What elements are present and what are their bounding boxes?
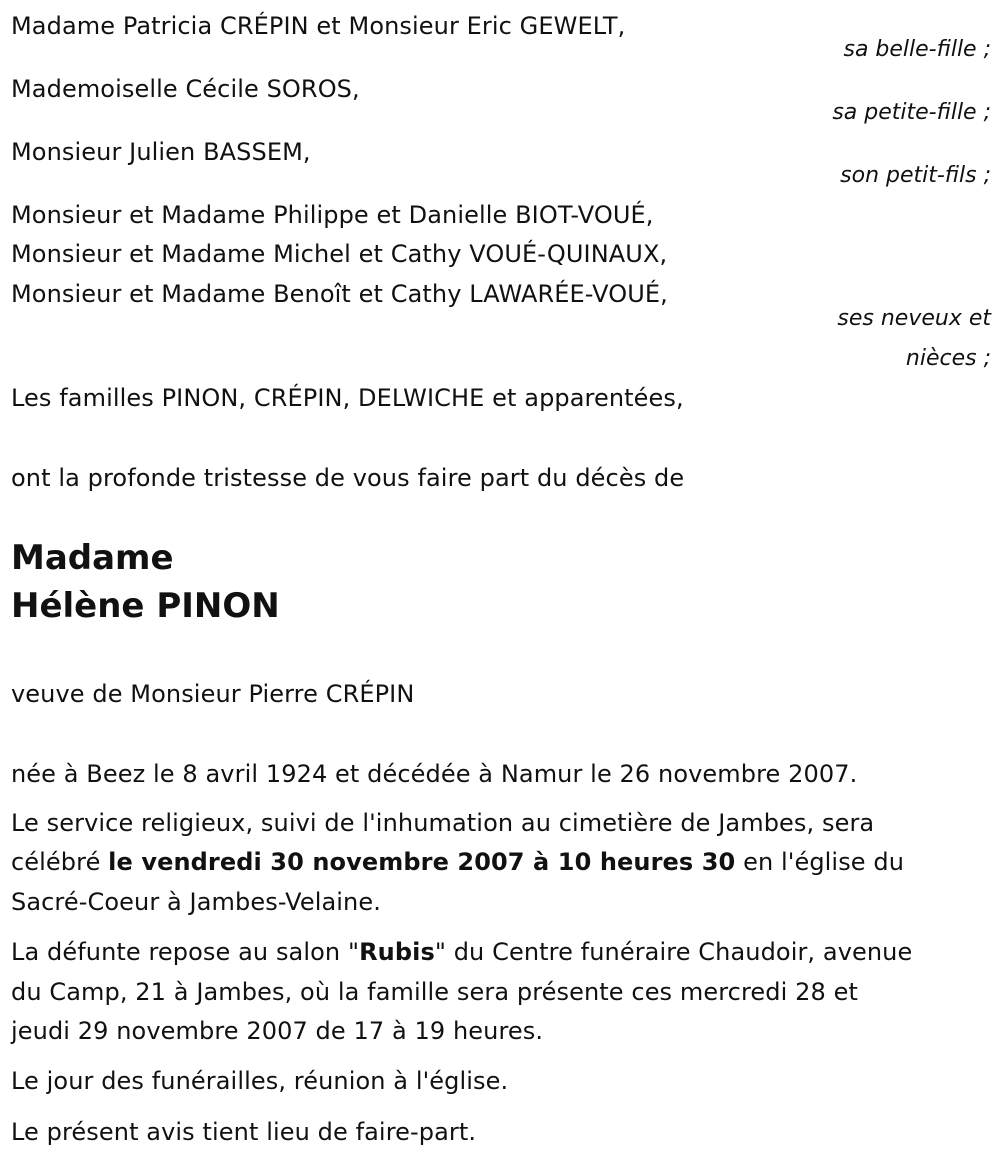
funeral-day-text: Le jour des funérailles, réunion à l'église. [11, 1067, 509, 1095]
family-member-line: Monsieur Julien BASSEM, [11, 138, 311, 166]
service-text-segment: célébré [11, 848, 109, 876]
families-line: Les familles PINON, CRÉPIN, DELWICHE et apparentées, [11, 384, 684, 412]
deceased-title: Madame [11, 538, 174, 578]
family-member-line: Madame Patricia CRÉPIN et Monsieur Eric GEWELT, [11, 12, 626, 40]
rest-text-line [11, 937, 912, 967]
rest-text-segment: La défunte repose au salon " [11, 938, 360, 966]
service-text-segment: en l'église du [735, 848, 905, 876]
deceased-name: Hélène PINON [11, 586, 280, 626]
rest-text-segment: " du Centre funéraire Chaudoir, avenue [434, 938, 913, 966]
family-relation: nièces ; [905, 346, 991, 371]
rest-text-line: du Camp, 21 à Jambes, où la famille sera présente ces mercredi 28 et [11, 978, 858, 1006]
service-text-line [11, 847, 904, 877]
service-date-time: le vendredi 30 novembre 2007 à 10 heures 30 [108, 848, 736, 876]
family-relation: son petit-fils ; [840, 163, 991, 188]
salon-name: Rubis [359, 938, 435, 966]
rest-text-line: jeudi 29 novembre 2007 de 17 à 19 heures. [11, 1017, 544, 1045]
family-relation: sa belle-fille ; [843, 37, 991, 62]
birth-death-text: née à Beez le 8 avril 1924 et décédée à Namur le 26 novembre 2007. [11, 760, 858, 788]
service-text-line: Le service religieux, suivi de l'inhumation au cimetière de Jambes, sera [11, 809, 875, 837]
announcement-text: ont la profonde tristesse de vous faire part du décès de [11, 464, 685, 492]
family-member-line: Monsieur et Madame Benoît et Cathy LAWARÉE-VOUÉ, [11, 280, 668, 308]
family-member-line: Monsieur et Madame Michel et Cathy VOUÉ-QUINAUX, [11, 240, 668, 268]
notice-text: Le présent avis tient lieu de faire-part. [11, 1118, 477, 1146]
family-relation: ses neveux et [837, 306, 991, 331]
family-member-line: Mademoiselle Cécile SOROS, [11, 75, 360, 103]
family-relation: sa petite-fille ; [832, 100, 991, 125]
family-member-line: Monsieur et Madame Philippe et Danielle BIOT-VOUÉ, [11, 201, 654, 229]
service-text-line: Sacré-Coeur à Jambes-Velaine. [11, 888, 381, 916]
widow-of-text: veuve de Monsieur Pierre CRÉPIN [11, 680, 415, 708]
